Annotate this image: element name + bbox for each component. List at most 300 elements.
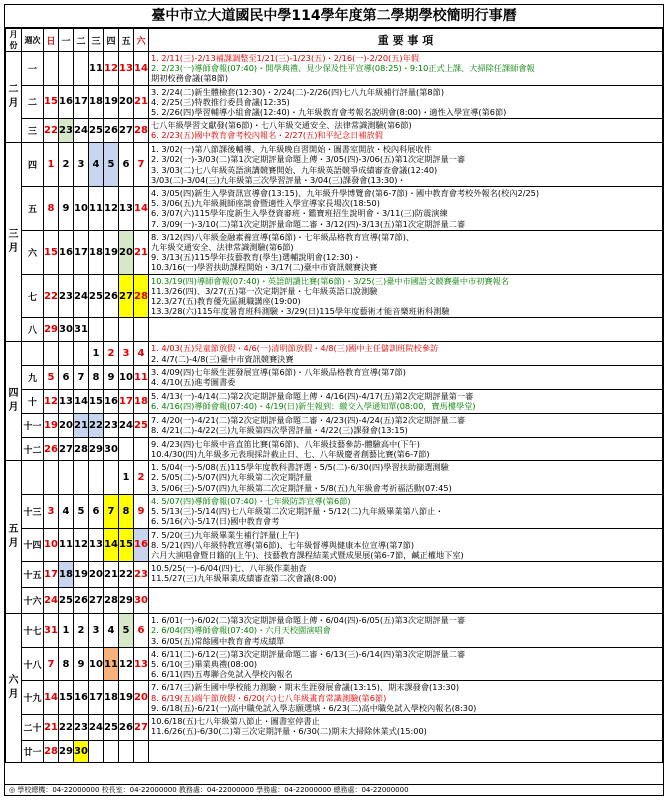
event-line: 5. 6/10(三)畢業典禮(08:00) — [151, 658, 258, 669]
week-number: 二 — [22, 85, 44, 119]
day-cell: 24 — [89, 714, 104, 740]
day-cell: 10 — [89, 647, 104, 681]
day-cell: 27 — [134, 714, 149, 740]
event-line: 2. 3/02(一)-3/03(二)第1次定期評量命題上傳・3/05(四)-3/06(五)第1次定期評量一審 — [151, 154, 466, 165]
day-cell: 23 — [59, 119, 74, 143]
month-label: 三 月 — [6, 143, 22, 342]
event-line: 4. 2/25(三)特教推行委員會議(12:35) — [151, 96, 290, 107]
day-cell: 20 — [59, 413, 74, 437]
day-cell: 31 — [44, 614, 59, 648]
day-cell: 15 — [119, 528, 134, 562]
day-cell: 31 — [74, 318, 89, 342]
day-cell: 13 — [89, 528, 104, 562]
events-cell — [149, 681, 663, 715]
events-cell — [149, 461, 663, 495]
month-label: 六 月 — [6, 614, 22, 763]
week-number: 六 — [22, 230, 44, 274]
day-cell: 3 — [74, 143, 89, 187]
day-cell: 28 — [104, 588, 119, 614]
event-line: 期初校務會議(第8節) — [151, 73, 229, 84]
events-cell — [149, 230, 663, 274]
day-cell: 26 — [104, 119, 119, 143]
day-cell: 26 — [119, 714, 134, 740]
event-line: 7. 6/17(三)新生國中學校能力測驗・期末生涯發展會議(13:15)、期末課發會(13:30) — [151, 682, 460, 693]
week-row — [6, 230, 663, 274]
week-row — [6, 342, 663, 365]
week-row — [6, 562, 663, 588]
week-number: 七 — [22, 274, 44, 318]
day-cell: 9 — [74, 647, 89, 681]
day-cell — [59, 52, 74, 86]
day-cell: 14 — [134, 187, 149, 231]
day-cell: 17 — [89, 681, 104, 715]
day-cell: 16 — [59, 230, 74, 274]
day-cell — [59, 342, 74, 365]
events-cell — [149, 494, 663, 528]
day-cell: 19 — [119, 681, 134, 715]
day-cell: 11 — [89, 52, 104, 86]
day-cell: 20 — [119, 230, 134, 274]
day-cell: 21 — [104, 562, 119, 588]
event-line: 10.4/30(四)九年級多元表現採計截止日、七、八年級慶者創藝比賽(第6-7節) — [151, 449, 430, 460]
week-number: 十五 — [22, 562, 44, 588]
events-header: 重 要 事 項 — [149, 29, 663, 52]
day-cell: 23 — [59, 274, 74, 318]
day-cell: 18 — [89, 230, 104, 274]
day-cell: 5 — [44, 365, 59, 389]
day-cell: 22 — [44, 119, 59, 143]
calendar-sheet — [4, 4, 664, 796]
event-line: 8. 4/21(二)-4/22(三)九年級第四次學習評量・4/22(三)課發會(13:15) — [151, 425, 408, 436]
day-cell: 9 — [134, 494, 149, 528]
events-cell — [149, 119, 663, 143]
day-cell: 15 — [59, 681, 74, 715]
week-row — [6, 494, 663, 528]
week-number: 十三 — [22, 494, 44, 528]
day-cell: 29 — [119, 588, 134, 614]
week-row — [6, 437, 663, 460]
day-cell: 3 — [89, 614, 104, 648]
day-cell: 28 — [134, 119, 149, 143]
day-cell: 22 — [119, 562, 134, 588]
day-cell: 16 — [59, 85, 74, 119]
event-line: 1. 2/11(三)-2/13補課調整至1/21(三)-1/23(五)・2/16(一)-2/20(五)年假 — [151, 53, 419, 63]
event-line: 2. 2/23(一)導師會報(07:40)・開學典禮、見少保及性平宣導(08:25)・9:10正式上課、大掃除任課師會報 — [151, 63, 535, 74]
day-cell: 28 — [44, 740, 59, 762]
event-line: 2. 5/05(二)-5/07(四)九年級第二次定期評量 — [151, 472, 313, 483]
day-cell: 12 — [44, 389, 59, 413]
event-line: 5. 4/13(一)-4/14(二)第2次定期評量命題上傳・4/16(四)-4/17(五)第2次定期評量第一審 — [151, 390, 474, 401]
day-cell — [74, 52, 89, 86]
day-cell: 27 — [59, 437, 74, 460]
day-cell — [104, 461, 119, 495]
day-cell: 25 — [134, 413, 149, 437]
week-row — [6, 588, 663, 614]
day-cell: 13 — [119, 52, 134, 86]
day-cell: 22 — [59, 714, 74, 740]
event-line: 13.3/28(六)115年度暑育班科測驗・3/29(日)115學年度藝術才能音樂班術科測驗 — [151, 306, 450, 317]
events-cell — [149, 614, 663, 648]
day-cell: 7 — [44, 647, 59, 681]
week-row — [6, 461, 663, 495]
events-cell — [149, 714, 663, 740]
day-cell: 28 — [74, 437, 89, 460]
calendar-table — [5, 28, 663, 763]
day-cell: 30 — [104, 437, 119, 460]
events-cell — [149, 85, 663, 119]
day-cell: 6 — [119, 143, 134, 187]
event-line: 9. 6/18(五)-6/21(一)高中職免試入學志願選填・6/23(二)高中職免試入學校內報名(8:30) — [151, 702, 477, 713]
day-cell: 26 — [74, 588, 89, 614]
event-line: 10.3/16(一)學習扶助課程開始・3/17(二)臺中市資訊競賽決賽 — [151, 262, 378, 273]
tue-header: 二 — [74, 29, 89, 52]
day-cell: 1 — [59, 614, 74, 648]
event-line: 3. 2/24(二)新生體檢套(12:30)・2/24(二)-2/26(四)七八九年級補行評量(第8節) — [151, 86, 445, 97]
events-cell — [149, 389, 663, 413]
event-line: 11.5/27(三)九年級畢業成績審查第二次會議(8:00) — [151, 573, 337, 584]
events-cell — [149, 365, 663, 389]
page-title: 臺中市立大道國民中學114學年度第二學期學校簡明行事曆 — [5, 5, 663, 28]
event-line: 2. 6/04(四)導師會報(07:40)・六月天校園演唱會 — [151, 625, 331, 636]
event-line: 5. 5/13(三)-5/14(四)七八年級第二次定期評量・5/12(二)九年級畢業第八節止・ — [151, 506, 444, 517]
day-cell: 18 — [134, 389, 149, 413]
day-cell: 11 — [104, 647, 119, 681]
events-cell — [149, 187, 663, 231]
week-row — [6, 647, 663, 681]
day-cell — [74, 342, 89, 365]
events-cell — [149, 143, 663, 187]
day-cell: 25 — [104, 714, 119, 740]
day-cell: 29 — [59, 740, 74, 762]
week-row — [6, 681, 663, 715]
day-cell: 24 — [44, 588, 59, 614]
week-number: 四 — [22, 143, 44, 187]
week-number: 五 — [22, 187, 44, 231]
day-cell: 21 — [44, 714, 59, 740]
event-line: 3. 6/05(五)常餘國中教育會考成績單 — [151, 635, 285, 646]
event-line: 11.6/26(五)-6/30(二)第三次定期評量・6/30(二)期末大掃除休業式(15:00) — [151, 726, 427, 737]
day-cell: 13 — [134, 647, 149, 681]
day-cell: 17 — [119, 389, 134, 413]
day-cell — [44, 342, 59, 365]
day-cell: 24 — [74, 119, 89, 143]
day-cell: 18 — [89, 85, 104, 119]
event-line: 6. 3/07(六)115學年度新生入學登資審班・鑑寶班招生說明會・3/11(三)防震演練 — [151, 208, 448, 219]
day-cell — [119, 437, 134, 460]
week-row — [6, 85, 663, 119]
week-row — [6, 318, 663, 342]
week-row — [6, 413, 663, 437]
event-line: 6. 2/23(五)國中教育會考校內報名・2/27(五)和平紀念日補放假 — [151, 130, 383, 141]
day-cell: 13 — [59, 389, 74, 413]
day-cell — [104, 318, 119, 342]
month-label: 四 月 — [6, 342, 22, 461]
day-cell: 7 — [104, 494, 119, 528]
week-row — [6, 274, 663, 318]
week-row — [6, 389, 663, 413]
day-cell — [89, 318, 104, 342]
day-cell: 2 — [134, 461, 149, 495]
week-number: 十二 — [22, 437, 44, 460]
day-cell: 16 — [104, 389, 119, 413]
day-cell — [44, 461, 59, 495]
day-cell: 12 — [119, 647, 134, 681]
day-cell: 26 — [44, 437, 59, 460]
week-number: 十八 — [22, 647, 44, 681]
event-line: 6. 5/16(六)-5/17(日)國中教育會考 — [151, 516, 280, 527]
day-cell: 25 — [89, 274, 104, 318]
day-cell: 27 — [119, 274, 134, 318]
day-cell: 16 — [74, 681, 89, 715]
day-cell: 28 — [134, 274, 149, 318]
week-row — [6, 143, 663, 187]
day-cell: 18 — [59, 562, 74, 588]
events-cell — [149, 274, 663, 318]
event-line: 3/03(二)-3/04(三)九年級第三次學習評量・3/04(三)課發會(13:30)・ — [151, 174, 406, 185]
event-line: 4. 6/11(二)-6/12(三)第3次定期評量命題二審・6/13(三)-6/14(四)第3次定期評量二審 — [151, 648, 466, 659]
events-cell — [149, 588, 663, 614]
week-number: 九 — [22, 365, 44, 389]
event-line: 2. 4/7(二)-4/8(三)臺中市資訊競賽決賽 — [151, 353, 294, 364]
day-cell — [134, 437, 149, 460]
event-line: 六月大演唱會暨日籍的(上午)、技藝教育課程結業式暨成果展(第6-7節，鹹正權地下室) — [151, 549, 464, 560]
header-row — [6, 29, 663, 52]
event-line: 10.3/19(四)導師會報(07:40)・英語朗讀比賽(第6節)・3/25(三)臺中市國語文競賽臺中市初賽報名 — [151, 275, 509, 286]
sat-header: 六 — [134, 29, 149, 52]
event-line: 8. 6/19(五)端午節放假・6/20(六)七八年級畫育常識測驗(第6節) — [151, 692, 387, 703]
day-cell — [119, 740, 134, 762]
day-cell: 16 — [134, 528, 149, 562]
event-line: 11.3/26(四)、3/27(五)第一次定期評量・七年級英語口說測驗 — [151, 285, 378, 296]
day-cell: 9 — [59, 187, 74, 231]
event-line: 10.5/25(一)-6/04(四)七、八年級作業抽查 — [151, 563, 307, 574]
event-line: 8. 5/21(四)八年級特教宣導(第6節)、七年級督導與健康本位宣導(第7節) — [151, 539, 415, 550]
day-cell: 20 — [89, 562, 104, 588]
day-cell: 27 — [89, 588, 104, 614]
day-cell: 5 — [104, 143, 119, 187]
day-cell: 14 — [74, 389, 89, 413]
sun-header: 日 — [44, 29, 59, 52]
week-row — [6, 740, 663, 762]
day-cell: 17 — [44, 562, 59, 588]
day-cell: 1 — [44, 143, 59, 187]
day-cell: 4 — [104, 614, 119, 648]
week-number: 十七 — [22, 614, 44, 648]
day-cell: 21 — [134, 230, 149, 274]
event-line: 12.3/27(五)教育優先區親職講座(19:00) — [151, 296, 301, 307]
week-row — [6, 119, 663, 143]
week-number: 十四 — [22, 528, 44, 562]
events-cell — [149, 740, 663, 762]
event-line: 3. 5/06(三)-5/07(四)九年級第二次定期評量・5/8(五)九年級會考祈福活動(07:45) — [151, 482, 452, 493]
day-cell: 8 — [44, 187, 59, 231]
event-line: 九年級交通安全、法律常識測驗(第6節) — [151, 242, 294, 253]
day-cell: 8 — [119, 494, 134, 528]
day-cell: 14 — [134, 52, 149, 86]
week-number: 三 — [22, 119, 44, 143]
day-cell: 2 — [104, 342, 119, 365]
day-cell: 11 — [134, 365, 149, 389]
day-cell — [59, 461, 74, 495]
day-cell: 7 — [134, 143, 149, 187]
day-cell: 11 — [59, 528, 74, 562]
day-cell: 30 — [134, 588, 149, 614]
day-cell: 5 — [74, 494, 89, 528]
day-cell: 13 — [119, 187, 134, 231]
day-cell: 10 — [119, 365, 134, 389]
event-line: 5. 2/26(四)學習輔導小組會議(12:40)・九年級教育會考報名說明會(8:00)・適性入學宣導(第6節) — [151, 107, 507, 118]
events-cell — [149, 437, 663, 460]
day-cell: 9 — [104, 365, 119, 389]
event-line: 4. 3/05(四)新生入學資訊宣導會(13:15)、九年級升學博覽會(第6-7節)・國中教育會考校外報名(校內2/25) — [151, 188, 540, 199]
day-cell: 14 — [104, 528, 119, 562]
week-number: 十一 — [22, 413, 44, 437]
day-cell — [134, 318, 149, 342]
week-number: 一 — [22, 52, 44, 86]
event-line: 3. 3/03(二)七八年級英語演講競賽開始、九年級英語競爭成績審查會議(12:40) — [151, 164, 438, 175]
day-cell — [44, 52, 59, 86]
events-cell — [149, 342, 663, 365]
events-cell — [149, 413, 663, 437]
week-header: 週次 — [22, 29, 44, 52]
day-cell: 21 — [134, 85, 149, 119]
week-number — [22, 461, 44, 495]
day-cell: 25 — [89, 119, 104, 143]
day-cell — [89, 740, 104, 762]
day-cell: 10 — [74, 187, 89, 231]
day-cell: 29 — [44, 318, 59, 342]
footer-contacts: ◎ 學校總機：04-22000000 校長室：04-22000000 教務處：04-22000000 學務處：04-22000000 總務處：04-22000000 — [5, 784, 663, 795]
week-number: 八 — [22, 318, 44, 342]
day-cell: 12 — [104, 52, 119, 86]
day-cell: 17 — [74, 230, 89, 274]
month-label: 五 月 — [6, 461, 22, 614]
day-cell: 23 — [134, 562, 149, 588]
day-cell: 12 — [104, 187, 119, 231]
day-cell: 23 — [104, 413, 119, 437]
day-cell: 8 — [89, 365, 104, 389]
day-cell: 19 — [44, 413, 59, 437]
day-cell: 19 — [74, 562, 89, 588]
week-row — [6, 365, 663, 389]
day-cell: 19 — [104, 85, 119, 119]
week-number: 二十 — [22, 714, 44, 740]
day-cell: 18 — [104, 681, 119, 715]
events-cell — [149, 647, 663, 681]
day-cell: 29 — [89, 437, 104, 460]
day-cell: 23 — [74, 714, 89, 740]
day-cell: 10 — [44, 528, 59, 562]
week-number: 廿一 — [22, 740, 44, 762]
day-cell: 11 — [89, 187, 104, 231]
day-cell: 22 — [44, 274, 59, 318]
day-cell: 3 — [44, 494, 59, 528]
event-line: 9. 3/13(五)115學年技藝教育(學生)選輔說明會(12:30)・ — [151, 252, 362, 263]
day-cell: 20 — [134, 681, 149, 715]
event-line: 1. 5/04(一)-5/08(五)115學年度教科書評選・5/5(二)-6/30(四)學習扶助篩選測驗 — [151, 462, 449, 473]
day-cell: 26 — [104, 274, 119, 318]
day-cell: 4 — [89, 143, 104, 187]
day-cell: 2 — [59, 143, 74, 187]
event-line: 8. 3/12(四)八年級金融素養宣導(第6節)・七年級品格教育宣導(第7節)、 — [151, 231, 415, 242]
day-cell: 6 — [59, 365, 74, 389]
day-cell: 22 — [89, 413, 104, 437]
event-line: 7. 4/20(一)-4/21(二)第2次定期評量命題二審・4/23(四)-4/24(五)第2次定期評量二審 — [151, 414, 466, 425]
events-cell — [149, 52, 663, 86]
day-cell: 6 — [89, 494, 104, 528]
event-line: 7. 5/20(三)九年級畢業生補行評量(上午) — [151, 529, 300, 540]
day-cell — [89, 461, 104, 495]
event-line: 10.6/18(五)七八年級第八節止・圖書室停書止 — [151, 715, 320, 726]
day-cell: 3 — [119, 342, 134, 365]
event-line: 1. 3/02(一)第八節課後輔導、九年級晚自習開始・圖書室開放・校內科展收件 — [151, 144, 432, 155]
week-number: 十六 — [22, 588, 44, 614]
day-cell: 5 — [119, 614, 134, 648]
day-cell: 15 — [44, 230, 59, 274]
day-cell: 4 — [134, 342, 149, 365]
day-cell — [104, 740, 119, 762]
fri-header: 五 — [119, 29, 134, 52]
day-cell: 1 — [119, 461, 134, 495]
day-cell: 15 — [89, 389, 104, 413]
day-cell: 7 — [74, 365, 89, 389]
day-cell: 14 — [44, 681, 59, 715]
event-line: 4. 5/07(四)導師會報(07:40)・七年級防詐宣導(第6節) — [151, 495, 351, 506]
event-line: 4. 4/10(五)進考圖書委 — [151, 377, 236, 388]
event-line: 9. 4/23(四)七年級中音直笛比賽(第6節)、八年級技藝參訪-體驗高中(下午) — [151, 438, 421, 449]
day-cell: 20 — [119, 85, 134, 119]
day-cell — [134, 740, 149, 762]
week-row — [6, 52, 663, 86]
day-cell: 17 — [74, 85, 89, 119]
day-cell: 1 — [89, 342, 104, 365]
week-row — [6, 187, 663, 231]
day-cell: 15 — [44, 85, 59, 119]
week-number: 十 — [22, 389, 44, 413]
month-label: 二 月 — [6, 52, 22, 143]
wed-header: 三 — [89, 29, 104, 52]
day-cell: 21 — [74, 413, 89, 437]
event-line: 6. 4/16(四)導師會報(07:40)・4/19(日)新生報到：繳交入學通知單(08:00，寶馬樓學堂) — [151, 401, 476, 412]
event-line: 6. 6/11(四)五專聯合免試入學校內報名 — [151, 669, 293, 680]
day-cell: 30 — [74, 740, 89, 762]
day-cell — [119, 318, 134, 342]
day-cell: 2 — [74, 614, 89, 648]
events-cell — [149, 528, 663, 562]
day-cell: 30 — [59, 318, 74, 342]
events-cell — [149, 318, 663, 342]
event-line: 七八年級學習文獻發(第6節)・七八年級交通安全、法律常識測驗(第6節) — [151, 120, 412, 131]
week-row — [6, 714, 663, 740]
day-cell: 24 — [119, 413, 134, 437]
event-line: 7. 3/09(一)-3/10(二)第1次定期評量命題二審・3/12(四)-3/13(五)第1次定期評量二審 — [151, 218, 466, 229]
event-line: 1. 6/01(一)-6/02(二)第3次定期評量命題上傳・6/04(四)-6/05(五)第3次定期評量一審 — [151, 615, 466, 626]
day-cell — [74, 461, 89, 495]
week-row — [6, 614, 663, 648]
day-cell: 24 — [74, 274, 89, 318]
day-cell: 12 — [74, 528, 89, 562]
day-cell: 8 — [59, 647, 74, 681]
day-cell: 4 — [59, 494, 74, 528]
thu-header: 四 — [104, 29, 119, 52]
day-cell: 27 — [119, 119, 134, 143]
week-number — [22, 342, 44, 365]
event-line: 1. 4/03(五)兒童節放假・4/6(一)清明節放假・4/8(三)國中主任儲訓班院校參訪 — [151, 343, 439, 354]
event-line: 5. 3/06(五)九年級親師座談會暨適性入學宣導家長場次(18:50) — [151, 198, 380, 209]
day-cell: 25 — [59, 588, 74, 614]
day-cell: 6 — [134, 614, 149, 648]
day-cell: 19 — [104, 230, 119, 274]
